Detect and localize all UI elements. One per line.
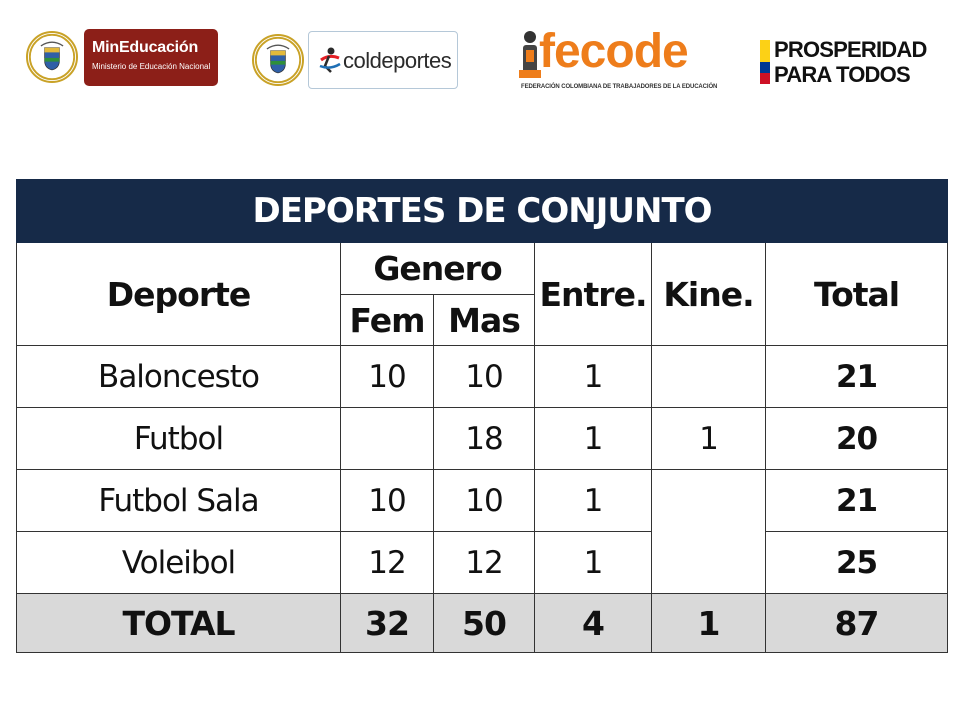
cell-fem: 10 (341, 346, 434, 408)
table-row (17, 470, 948, 532)
coldeportes-logo (252, 30, 458, 92)
table-title-row (17, 180, 948, 243)
cell-fem (341, 408, 434, 470)
cell-mas: 10 (434, 470, 535, 532)
total-label: TOTAL (17, 594, 341, 653)
cell-deporte: Futbol Sala (17, 470, 341, 532)
mineducacion-title: MinEducación (92, 39, 199, 56)
cell-mas: 10 (434, 346, 535, 408)
header-genero: Genero (341, 243, 535, 295)
total-entre: 4 (535, 594, 652, 653)
cell-total: 21 (766, 346, 948, 408)
cell-entre: 1 (535, 408, 652, 470)
table-row (17, 532, 948, 594)
fecode-subtitle: FEDERACIÓN COLOMBIANA DE TRABAJADORES DE LA EDUCACIÓN (521, 84, 718, 90)
header-fem: Fem (341, 295, 434, 346)
cell-fem: 10 (341, 470, 434, 532)
sports-table (16, 179, 948, 653)
cell-entre: 1 (535, 470, 652, 532)
table-title: DEPORTES DE CONJUNTO (17, 180, 948, 243)
cell-total: 21 (766, 470, 948, 532)
prosperidad-logo (760, 38, 940, 88)
cell-kine: 1 (652, 408, 766, 470)
fecode-title: fecode (539, 25, 688, 78)
header-row (17, 243, 948, 295)
cell-mas: 12 (434, 532, 535, 594)
colombia-flag-icon (760, 40, 770, 84)
header-total: Total (766, 243, 948, 346)
total-kine: 1 (652, 594, 766, 653)
table-row (17, 408, 948, 470)
cell-entre: 1 (535, 532, 652, 594)
header-entre: Entre. (535, 243, 652, 346)
cell-total: 25 (766, 532, 948, 594)
prosperidad-line2: PARA TODOS (774, 62, 910, 87)
cell-total: 20 (766, 408, 948, 470)
colombia-coat-of-arms-icon (26, 31, 78, 83)
total-fem: 32 (341, 594, 434, 653)
fecode-logo (517, 25, 718, 94)
cell-deporte: Baloncesto (17, 346, 341, 408)
total-total: 87 (766, 594, 948, 653)
prosperidad-line1: PROSPERIDAD (774, 37, 927, 62)
cell-deporte: Futbol (17, 408, 341, 470)
cell-deporte: Voleibol (17, 532, 341, 594)
mineducacion-logo (24, 28, 219, 88)
colombia-coat-of-arms-icon (252, 34, 304, 86)
header-mas: Mas (434, 295, 535, 346)
cell-mas: 18 (434, 408, 535, 470)
table-total-row (17, 594, 948, 653)
coldeportes-title: coldeportes (343, 48, 452, 73)
header-deporte: Deporte (17, 243, 341, 346)
cell-entre: 1 (535, 346, 652, 408)
mineducacion-subtitle: Ministerio de Educación Nacional (92, 62, 211, 71)
table-row (17, 346, 948, 408)
cell-fem: 12 (341, 532, 434, 594)
cell-kine (652, 470, 766, 594)
header-kine: Kine. (652, 243, 766, 346)
total-mas: 50 (434, 594, 535, 653)
athlete-icon (317, 46, 343, 74)
cell-kine (652, 346, 766, 408)
